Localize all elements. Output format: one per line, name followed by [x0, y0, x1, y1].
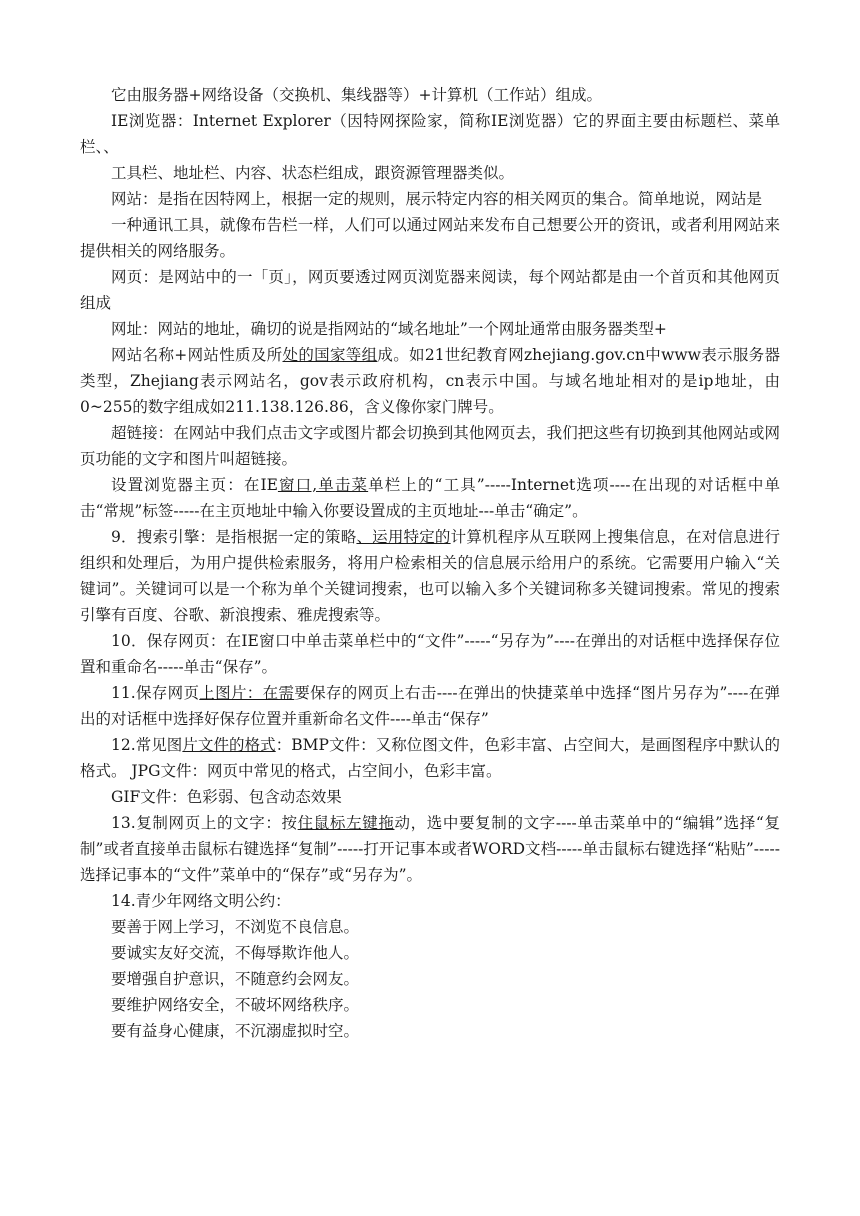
convention-line: 要有益身心健康，不沉溺虚拟时空。 — [111, 1022, 360, 1040]
paragraph: 它由服务器+网络设备（交换机、集线器等）+计算机（工作站）组成。 — [111, 86, 602, 104]
paragraph: 10．保存网页：在IE窗口中单击菜单栏中的“文件”-----“另存为”----在弹出的对话框中选择保存位置和重命名-----单击“保存”。 — [80, 632, 780, 676]
underlined-text: 处的国家等组 — [282, 346, 378, 364]
convention-line: 要诚实友好交流，不侮辱欺诈他人。 — [111, 944, 360, 962]
document-body — [80, 82, 780, 1044]
convention-line: 要增强自护意识，不随意约会网友。 — [111, 970, 360, 988]
underlined-text: 片文件的格式 — [182, 736, 276, 754]
underlined-text: 住鼠标左键拖 — [297, 814, 395, 832]
convention-line: 要善于网上学习，不浏览不良信息。 — [111, 918, 360, 936]
paragraph: 网站名称+网站性质及所处的国家等组成。如21世纪教育网zhejiang.gov.cn中www表示服务器类型，Zhejiang表示网站名，gov表示政府机构，cn表示中国。与域名地址相对的是ip地址，由0~255的数字组成如211.138.126.86，含义像你家门牌号。 — [80, 346, 780, 416]
paragraph: 一种通讯工具，就像布告栏一样，人们可以通过网站来发布自己想要公开的资讯，或者利用网站来提供相关的网络服务。 — [80, 216, 780, 260]
underlined-text: 上图片：在需 — [199, 684, 295, 702]
paragraph: IE浏览器：Internet Explorer（因特网探险家，简称IE浏览器）它的界面主要由标题栏、菜单栏、、 — [80, 112, 780, 156]
paragraph: 网址：网站的地址，确切的说是指网站的“域名地址”一个网址通常由服务器类型+ — [111, 320, 667, 338]
paragraph: 网页：是网站中的一「页」，网页要透过网页浏览器来阅读，每个网站都是由一个首页和其他网页组成 — [80, 268, 780, 312]
convention-line: 要维护网络安全，不破坏网络秩序。 — [111, 996, 360, 1014]
underlined-text: 、运用特定的 — [356, 528, 451, 546]
paragraph: GIF文件：色彩弱、包含动态效果 — [111, 788, 342, 806]
paragraph: 设置浏览器主页：在IE窗口,单击菜单栏上的“工具”-----Internet选项----在出现的对话框中单击“常规”标签-----在主页地址中输入你要设置成的主页地址---单击“确定”。 — [80, 476, 780, 520]
paragraph: 11.保存网页上图片：在需要保存的网页上右击----在弹出的快捷菜单中选择“图片另存为”----在弹出的对话框中选择好保存位置并重新命名文件----单击“保存” — [80, 684, 780, 728]
paragraph: 13.复制网页上的文字：按住鼠标左键拖动，选中要复制的文字----单击菜单中的“编辑”选择“复制”或者直接单击鼠标右键选择“复制”-----打开记事本或者WORD文档-----单击鼠标右键选择“粘贴”-----选择记事本的“文件”菜单中的“保存”或“另存为”。 — [80, 814, 780, 884]
paragraph: 12.常见图片文件的格式：BMP文件：又称位图文件，色彩丰富、占空间大，是画图程序中默认的格式。 JPG文件：网页中常见的格式，占空间小，色彩丰富。 — [80, 736, 780, 780]
paragraph: 工具栏、地址栏、内容、状态栏组成，跟资源管理器类似。 — [111, 164, 515, 182]
paragraph: 14.青少年网络文明公约： — [111, 892, 291, 910]
paragraph: 9．搜索引擎：是指根据一定的策略、运用特定的计算机程序从互联网上搜集信息，在对信息进行组织和处理后，为用户提供检索服务，将用户检索相关的信息展示给用户的系统。它需要用户输入“关键词”。关键词可以是一个称为单个关键词搜索，也可以输入多个关键词称多关键词搜索。常见的搜索引擎有百度、谷歌、新浪搜索、雅虎搜索等。 — [80, 528, 780, 624]
paragraph: 超链接：在网站中我们点击文字或图片都会切换到其他网页去，我们把这些有切换到其他网站或网页功能的文字和图片叫超链接。 — [80, 424, 780, 468]
paragraph: 网站：是指在因特网上，根据一定的规则，展示特定内容的相关网页的集合。简单地说，网站是 — [111, 190, 763, 208]
underlined-text: 窗口,单击菜 — [277, 476, 369, 494]
